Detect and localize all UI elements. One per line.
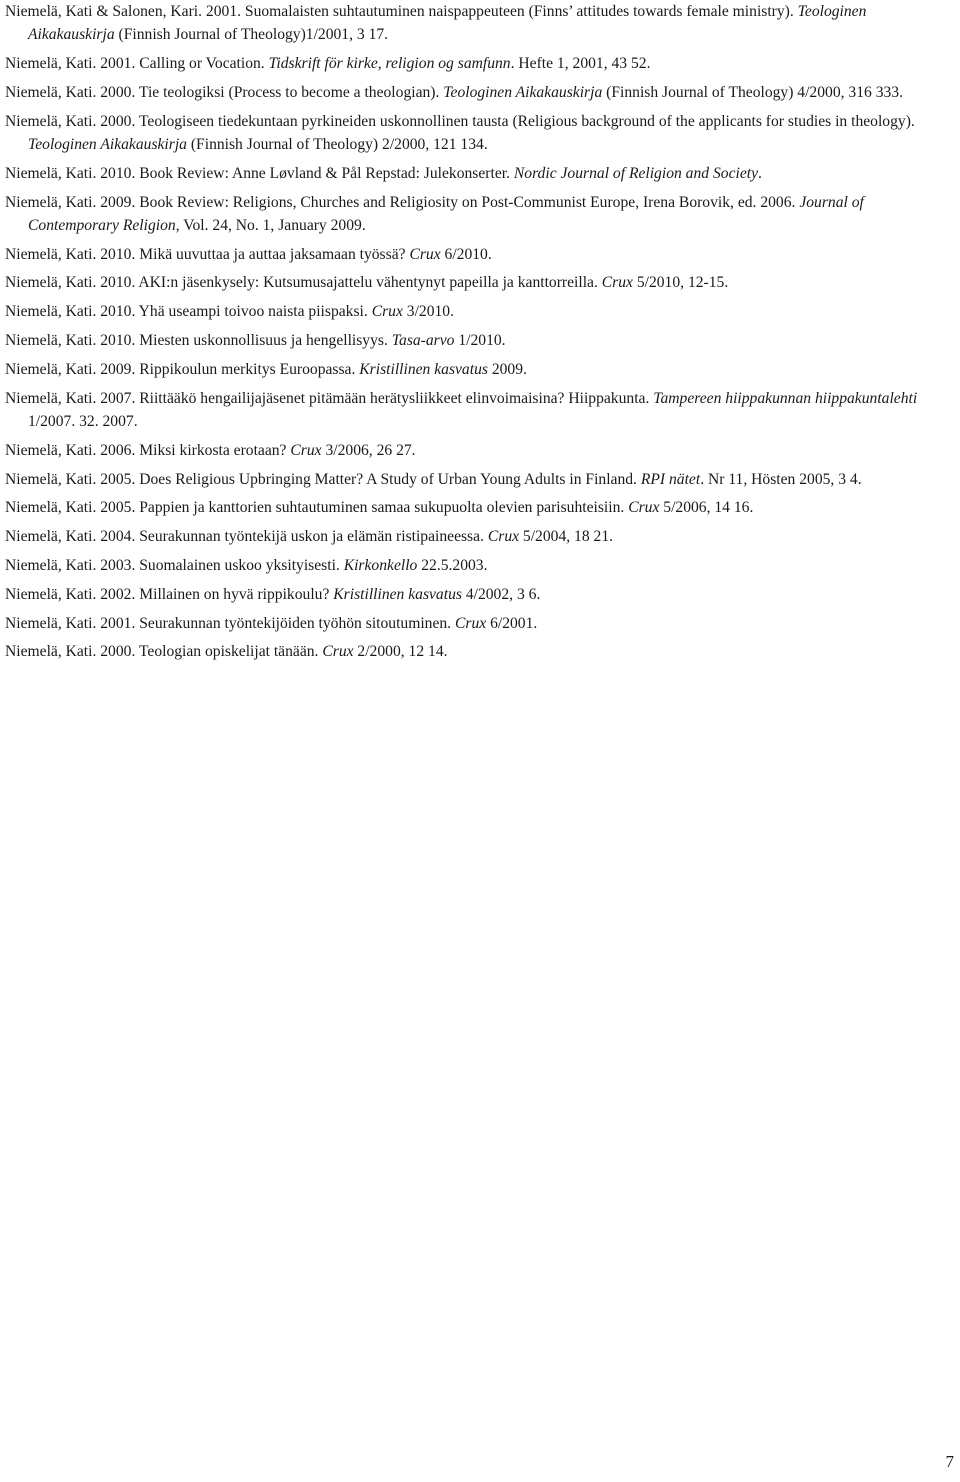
reference-text: Niemelä, Kati. 2001. Calling or Vocation. [5, 55, 269, 73]
reference-italic-text: Crux [628, 499, 660, 517]
reference-text: Niemelä, Kati & Salonen, Kari. 2001. Suomalaisten suhtautuminen naispappeuteen (Finns’ attitudes towards female ministry). [5, 3, 798, 20]
reference-entry [5, 329, 950, 352]
reference-italic-text: Crux [322, 643, 354, 661]
reference-text: 5/2006, 14 16. [659, 499, 754, 517]
reference-italic-text: Nordic Journal of Religion and Society [513, 164, 758, 182]
reference-entry [5, 612, 950, 635]
reference-text: Niemelä, Kati. 2009. Book Review: Religions, Churches and Religiosity on Post-Communist Europe, Irena Borovik, ed. 2006. [5, 193, 800, 211]
reference-text: Niemelä, Kati. 2010. Book Review: Anne Løvland & Pål Repstad: Julekonserter. [5, 164, 514, 182]
reference-italic-text: Crux [601, 274, 633, 292]
reference-text: (Finnish Journal of Theology)1/2001, 3 17. [114, 26, 389, 44]
reference-text: . [758, 164, 762, 182]
reference-entry [5, 191, 950, 238]
reference-italic-text: Teologinen Aikakauskirja [443, 83, 603, 101]
reference-entry [5, 468, 950, 491]
reference-entry [5, 110, 950, 157]
reference-text: Niemelä, Kati. 2000. Teologian opiskelijat tänään. [5, 643, 323, 661]
reference-italic-text: Crux [454, 614, 487, 632]
reference-list [5, 0, 950, 669]
reference-text: 3/2010. [402, 303, 454, 321]
reference-text: 22.5.2003. [417, 556, 488, 574]
reference-entry [5, 387, 950, 434]
reference-text: Niemelä, Kati. 2003. Suomalainen uskoo yksityisesti. [5, 556, 344, 574]
reference-text: 6/2001. [486, 614, 538, 632]
reference-italic-text: RPI nätet [640, 470, 701, 488]
reference-entry [5, 0, 950, 47]
reference-italic-text: Crux [487, 528, 520, 546]
reference-text: (Finnish Journal of Theology) 4/2000, 316 333. [602, 83, 903, 101]
reference-text: Niemelä, Kati. 2005. Pappien ja kanttorien suhtautuminen samaa sukupuolta olevien parisuhteisiin. [5, 499, 629, 517]
reference-text: Niemelä, Kati. 2006. Miksi kirkosta erotaan? [5, 441, 291, 459]
reference-entry [5, 300, 950, 323]
reference-text: 3/2006, 26 27. [321, 441, 416, 459]
reference-text: Niemelä, Kati. 2007. Riittääkö hengailijajäsenet pitämään herätysliikkeet elinvoimaisina? Hiippakunta. [5, 389, 654, 407]
reference-italic-text: Tidskrift för kirke, religion og samfunn [268, 55, 511, 73]
reference-text: Niemelä, Kati. 2010. Mikä uuvuttaa ja auttaa jaksamaan työssä? [5, 245, 410, 263]
reference-text: 4/2002, 3 6. [461, 585, 541, 603]
reference-italic-text: Kristillinen kasvatus [359, 360, 488, 378]
page-number: 7 [945, 1452, 954, 1471]
reference-entry [5, 525, 950, 548]
reference-entry [5, 439, 950, 462]
reference-entry [5, 554, 950, 577]
reference-entry [5, 640, 950, 663]
reference-text: (Finnish Journal of Theology) 2/2000, 121 134. [186, 135, 488, 153]
reference-text: , Vol. 24, No. 1, January 2009. [175, 216, 366, 234]
reference-italic-text: Teologinen Aikakauskirja [28, 3, 867, 44]
reference-text: Niemelä, Kati. 2000. Teologiseen tiedekuntaan pyrkineiden uskonnollinen tausta (Religious background of the applicants for studies in theology). [5, 112, 915, 130]
reference-entry [5, 496, 950, 519]
reference-italic-text: Crux [290, 441, 322, 459]
reference-italic-text: Kristillinen kasvatus [333, 585, 462, 603]
reference-text: Niemelä, Kati. 2004. Seurakunnan työntekijä uskon ja elämän ristipaineessa. [5, 528, 488, 546]
reference-italic-text: Crux [409, 245, 441, 263]
reference-text: . Nr 11, Hösten 2005, 3 4. [700, 470, 862, 488]
reference-text: Niemelä, Kati. 2002. Millainen on hyvä rippikoulu? [5, 585, 334, 603]
reference-text: 2/2000, 12 14. [353, 643, 448, 661]
reference-entry [5, 243, 950, 266]
reference-entry [5, 583, 950, 606]
reference-italic-text: Teologinen Aikakauskirja [28, 135, 187, 153]
reference-text: 6/2010. [440, 245, 492, 263]
reference-text: 5/2004, 18 21. [519, 528, 614, 546]
reference-italic-text: Tasa-arvo [391, 332, 455, 350]
reference-italic-text: Kirkonkello [343, 556, 418, 574]
reference-entry [5, 358, 950, 381]
reference-text: Niemelä, Kati. 2010. AKI:n jäsenkysely: Kutsumusajattelu vähentynyt papeilla ja kanttorreilla. [5, 274, 602, 292]
reference-text: Niemelä, Kati. 2000. Tie teologiksi (Process to become a theologian). [5, 83, 444, 101]
reference-entry [5, 271, 950, 294]
reference-text: Niemelä, Kati. 2009. Rippikoulun merkitys Euroopassa. [5, 360, 360, 378]
reference-text: Niemelä, Kati. 2001. Seurakunnan työntekijöiden työhön sitoutuminen. [5, 614, 455, 632]
reference-entry [5, 162, 950, 185]
reference-entry [5, 52, 950, 75]
reference-text: Niemelä, Kati. 2010. Yhä useampi toivoo naista piispaksi. [5, 303, 372, 321]
reference-text: 2009. [487, 360, 527, 378]
reference-italic-text: Crux [371, 303, 403, 321]
reference-text: 1/2007. 32. 2007. [28, 412, 138, 430]
reference-text: 1/2010. [454, 332, 506, 350]
reference-text: Niemelä, Kati. 2010. Miesten uskonnollisuus ja hengellisyys. [5, 332, 392, 350]
reference-italic-text: Tampereen hiippakunnan hiippakuntalehti [653, 389, 918, 407]
reference-text: 5/2010, 12-15. [632, 274, 729, 292]
reference-text: Niemelä, Kati. 2005. Does Religious Upbringing Matter? A Study of Urban Young Adults in Finland. [5, 470, 641, 488]
reference-entry [5, 81, 950, 104]
reference-italic-text: Journal of Contemporary Religion [28, 193, 864, 234]
reference-text: . Hefte 1, 2001, 43 52. [510, 55, 651, 73]
